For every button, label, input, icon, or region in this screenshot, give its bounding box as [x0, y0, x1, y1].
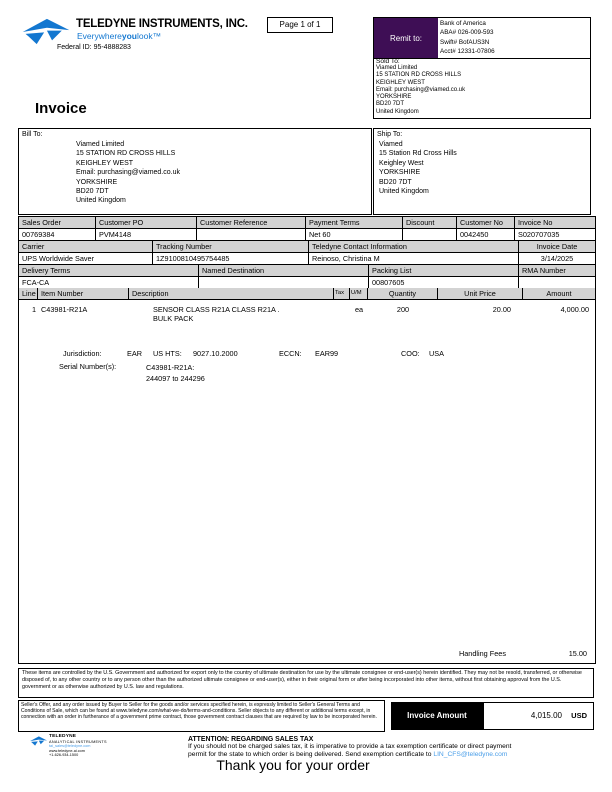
export-control-notice	[18, 668, 594, 698]
tracking-number-value: 1Z9100810495754485	[153, 253, 309, 264]
item-unit-price: 20.00	[492, 305, 511, 314]
bill-to-address	[76, 140, 371, 206]
federal-id: Federal ID: 95-4888283	[57, 44, 131, 51]
address-line: BD20 7DT	[376, 101, 405, 108]
address-line: Keighley West	[379, 159, 424, 167]
us-hts-label: US HTS:	[153, 349, 182, 358]
col-header: Packing List	[369, 265, 519, 276]
address-line: Email: purchasing@viamed.co.uk	[376, 86, 466, 93]
seller-terms-text: Seller's Offer, and any order issued by Buyer to Seller for the goods and/or services specified herein, is expressly limited to Seller's General Terms and Conditions of Sale, which can be found at www.teledyne.com/what-we-do/terms-and-conditions. Seller objects to any different or additional terms except, in connection with an order in furtherance of a government prime contract, those government contract clauses that are required by law to be incorporated herein.	[21, 702, 377, 721]
company-name-rest: INSTRUMENTS, INC.	[135, 18, 248, 30]
description-line: BULK PACK	[153, 314, 194, 323]
address-line: Viamed Limited	[376, 65, 418, 71]
sold-to-box	[373, 57, 591, 119]
col-header: Sales Order	[19, 217, 96, 228]
ship-to-label: Ship To:	[377, 131, 403, 138]
footer-company-block	[49, 735, 107, 758]
footer-company-division: ANALYTICAL INSTRUMENTS	[49, 739, 107, 744]
address-line: 15 Station Rd Cross Hills	[379, 150, 457, 158]
carrier-value: UPS Worldwide Saver	[19, 253, 153, 264]
jurisdiction-value: EAR	[127, 349, 143, 358]
col-header: Quantity	[368, 288, 438, 299]
sold-to-address	[374, 65, 590, 116]
grid-row1-labels	[19, 217, 595, 229]
bill-to-box	[18, 128, 372, 215]
customer-no-value: 0042450	[457, 229, 515, 240]
ship-to-box	[373, 128, 591, 215]
teledyne-footer-logo-icon	[30, 736, 47, 746]
address-line: 15 STATION RD CROSS HILLS	[76, 150, 176, 158]
footer-company-email: tai_sales@teledyne.com	[49, 744, 91, 749]
company-name-bold: TELEDYNE	[76, 18, 136, 30]
jurisdiction-label: Jurisdiction:	[63, 349, 102, 358]
item-quantity: 200	[396, 305, 410, 314]
invoice-currency: USD	[571, 711, 587, 720]
remit-to-box	[373, 17, 591, 59]
company-tagline	[77, 31, 161, 41]
item-um: ea	[354, 305, 364, 314]
col-header: Teledyne Contact Information	[309, 241, 519, 252]
item-tax	[334, 305, 350, 323]
payment-terms-value: Net 60	[306, 229, 403, 240]
col-header: Carrier	[19, 241, 153, 252]
attention-line2-text: permit for the state to which order is being delivered. Send exemption certificate to	[188, 750, 434, 758]
address-line: United Kingdom	[379, 188, 429, 196]
tagline-pre: Everywhere	[77, 31, 122, 41]
attention-heading: ATTENTION: REGARDING SALES TAX	[188, 736, 314, 743]
col-header: Named Destination	[199, 265, 369, 276]
col-header: Description	[129, 288, 334, 299]
remit-account: Acct# 12331-07806	[440, 48, 495, 56]
handling-fees-value: 15.00	[568, 649, 587, 658]
address-line: Viamed	[379, 141, 403, 148]
serial-numbers-label: Serial Number(s):	[59, 362, 117, 371]
us-hts-value: 9027.10.2000	[193, 349, 238, 358]
handling-fees-label: Handling Fees	[458, 649, 506, 658]
contact-value: Reinoso, Christina M	[309, 253, 519, 264]
address-line: KEIGHLEY WEST	[76, 159, 134, 167]
item-number: C43981-R21A	[41, 305, 88, 314]
address-line: BD20 7DT	[76, 188, 109, 196]
address-line: BD20 7DT	[379, 178, 412, 186]
col-header: Line	[19, 288, 38, 299]
col-header: Unit Price	[438, 288, 523, 299]
eccn-label: ECCN:	[279, 349, 302, 358]
thank-you-message: Thank you for your order	[216, 757, 370, 773]
seller-terms-box	[18, 700, 385, 732]
col-header: U/M	[350, 288, 368, 299]
address-line: YORKSHIRE	[376, 94, 412, 101]
col-header: Amount	[546, 289, 572, 298]
customer-reference-value	[197, 229, 306, 240]
coo-value: USA	[429, 349, 445, 358]
remit-to-label: Remit to:	[374, 18, 438, 58]
address-line: KEIGHLEY WEST	[376, 79, 425, 86]
col-header: Discount	[403, 217, 457, 228]
footer-company-website: www.teledyne-ai.com	[49, 748, 85, 753]
grid-row3-labels	[19, 265, 595, 277]
page-number-box: Page 1 of 1	[267, 17, 333, 33]
col-header: Delivery Terms	[19, 265, 199, 276]
order-info-grid	[18, 216, 596, 289]
address-line: Viamed Limited	[76, 141, 125, 148]
col-header: Invoice No	[515, 217, 595, 228]
footer-company-phone: +1-626-934-1500	[49, 753, 79, 758]
serial-line: C43981-R21A:	[146, 363, 195, 372]
tagline-you: you	[121, 31, 138, 41]
col-header: Payment Terms	[306, 217, 403, 228]
col-header: Customer Reference	[197, 217, 306, 228]
sales-order-value: 00769384	[19, 229, 96, 240]
table-row	[19, 305, 595, 323]
customer-po-value: PVM4148	[96, 229, 197, 240]
address-line: United Kingdom	[76, 197, 126, 205]
address-line: United Kingdom	[376, 108, 419, 115]
col-header: Tracking Number	[153, 241, 309, 252]
line-number: 1	[31, 305, 36, 314]
remit-to-bank-info	[438, 18, 495, 58]
serial-numbers-value	[146, 363, 205, 383]
exemption-email-link[interactable]: LIN_CFS@teledyne.com	[433, 750, 508, 758]
eccn-value: EAR99	[315, 349, 339, 358]
rma-number-value	[519, 277, 595, 288]
company-name	[76, 18, 248, 30]
grid-row3-values	[19, 277, 595, 288]
line-items-header	[18, 288, 596, 300]
teledyne-logo-icon	[22, 18, 70, 45]
invoice-amount-box	[483, 702, 594, 730]
packing-list-value: 00807605	[369, 277, 519, 288]
ship-to-address	[379, 140, 590, 196]
address-line: YORKSHIRE	[379, 169, 421, 177]
sold-to-label: Sold To:	[376, 58, 400, 65]
invoice-date-value: 3/14/2025	[540, 254, 574, 263]
bill-to-label: Bill To:	[22, 131, 43, 138]
footer-company-name: TELEDYNE	[49, 734, 77, 739]
coo-label: COO:	[401, 349, 420, 358]
col-header: Invoice Date	[519, 241, 595, 252]
line-items-body	[18, 300, 596, 664]
sales-tax-attention	[188, 736, 598, 758]
remit-aba: ABA# 026-009-593	[440, 29, 494, 37]
address-line: Email: purchasing@viamed.co.uk	[76, 169, 180, 177]
col-header: Customer PO	[96, 217, 197, 228]
tagline-post: look™	[137, 31, 162, 41]
address-line: YORKSHIRE	[76, 178, 118, 186]
col-header: Tax	[334, 288, 350, 299]
grid-row2-values	[19, 253, 595, 265]
export-notice-text: These items are controlled by the U.S. Government and authorized for export only to the country of ultimate destination for use by the ultimate consignee or end-user(s) herein identified. They may not be resold, transferred, or otherwise disposed of, to any other country or to any person other than the authorized ultimate consignee or end-user(s), either in their original form or after being incorporated into other items, without first obtaining approval from the U.S. government or as otherwise authorized by U.S. law and regulations.	[22, 670, 582, 690]
invoice-no-value: S020707035	[518, 230, 560, 239]
remit-swift: Swift# BofAUS3N	[440, 38, 490, 46]
item-amount: 4,000.00	[560, 305, 589, 314]
named-destination-value	[199, 277, 369, 288]
grid-row1-values	[19, 229, 595, 241]
document-title: Invoice	[35, 100, 87, 117]
invoice-amount-label: Invoice Amount	[391, 702, 483, 730]
grid-row2-labels	[19, 241, 595, 253]
address-line: 15 STATION RD CROSS HILLS	[376, 72, 462, 79]
delivery-terms-value: FCA-CA	[19, 277, 199, 288]
invoice-amount-value: 4,015.00	[530, 711, 562, 720]
description-line: SENSOR CLASS R21A CLASS R21A .	[153, 305, 280, 314]
serial-line: 244097 to 244296	[146, 374, 205, 383]
col-header: Item Number	[38, 288, 129, 299]
discount-value	[403, 229, 457, 240]
item-description	[129, 305, 334, 323]
attention-line1: If you should not be charged sales tax, it is imperative to provide a tax exemption certificate or direct payment	[188, 743, 512, 750]
remit-bank-name: Bank of America	[440, 20, 486, 27]
col-header: Customer No	[457, 217, 515, 228]
col-header: RMA Number	[519, 265, 595, 276]
